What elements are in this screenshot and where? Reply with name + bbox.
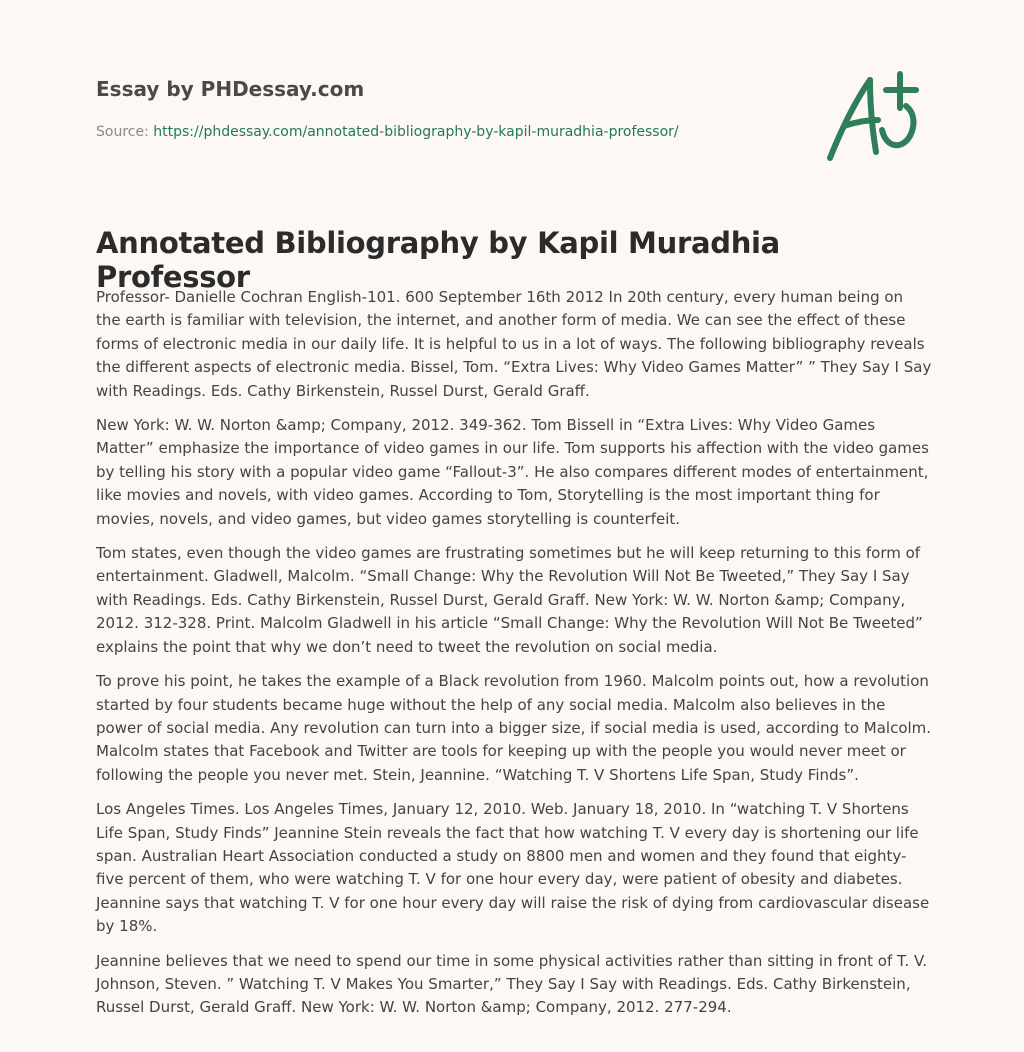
a-plus-icon <box>820 68 930 168</box>
source-link[interactable]: https://phdessay.com/annotated-bibliography-by-kapil-muradhia-professor/ <box>153 124 679 140</box>
paragraph: Los Angeles Times. Los Angeles Times, January 12, 2010. Web. January 18, 2010. In “watching T. V Shortens Life Span, Study Finds” Jeannine Stein reveals the fact that how watching T. V every day is shortening our life span. Australian Heart Association conducted a study on 8800 men and women and they found that eighty-five percent of them, who were watching T. V for one hour every day, were patient of obesity and diabetes. Jeannine says that watching T. V for one hour every day will raise the risk of dying from cardiovascular disease by 18%. <box>96 800 930 936</box>
logo-a-right-stroke <box>870 80 876 152</box>
source-label: Source: <box>96 124 154 140</box>
paragraph: New York: W. W. Norton &amp; Company, 2012. 349-362. Tom Bissell in “Extra Lives: Why Video Games Matter” emphasize the importance of video games in our life. Tom supports his affection with the video games by telling his story with a popular video game “Fallout-3”. He also compares different modes of entertainment, like movies and novels, with video games. According to Tom, Storytelling is the most important thing for movies, novels, and video games, but video games storytelling is counterfeit. <box>96 416 929 528</box>
document-title: Annotated Bibliography by Kapil Muradhia Professor <box>96 226 780 294</box>
paragraph: Professor- Danielle Cochran English-101. 600 September 16th 2012 In 20th century, every human being on the earth is familiar with television, the internet, and another form of media. We can see the effect of these forms of electronic media in our daily life. It is helpful to us in a lot of ways. The following bibliography reveals the different aspects of electronic media. Bissel, Tom. “Extra Lives: Why Video Games Matter” ” They Say I Say with Readings. Eds. Cathy Birkenstein, Russel Durst, Gerald Graff. <box>96 288 932 400</box>
article-body <box>96 286 932 1031</box>
paragraph: Jeannine believes that we need to spend our time in some physical activities rather than sitting in front of T. V. Johnson, Steven. ” Watching T. V Makes You Smarter,” They Say I Say with Readings. Eds. Cathy Birkenstein, Russel Durst, Gerald Graff. New York: W. W. Norton &amp; Company, 2012. 277-294. <box>96 951 928 1017</box>
site-title: Essay by PHDessay.com <box>96 77 365 101</box>
paragraph: To prove his point, he takes the example of a Black revolution from 1960. Malcolm points out, how a revolution started by four students became huge without the help of any social media. Malcolm also believes in the power of social media. Any revolution can turn into a bigger size, if social media is used, according to Malcolm. Malcolm states that Facebook and Twitter are tools for keeping up with the people you would never meet or following the people you never met. Stein, Jeannine. “Watching T. V Shortens Life Span, Study Finds”. <box>96 672 932 784</box>
paragraph: Tom states, even though the video games are frustrating sometimes but he will keep returning to this form of entertainment. Gladwell, Malcolm. “Small Change: Why the Revolution Will Not Be Tweeted,” They Say I Say with Readings. Eds. Cathy Birkenstein, Russel Durst, Gerald Graff. New York: W. W. Norton &amp; Company, 2012. 312-328. Print. Malcolm Gladwell in his article “Small Change: Why the Revolution Will Not Be Tweeted” explains the point that why we don’t need to tweet the revolution on social media. <box>96 544 923 656</box>
logo-plus-tail <box>882 106 913 145</box>
source-line <box>96 124 679 140</box>
